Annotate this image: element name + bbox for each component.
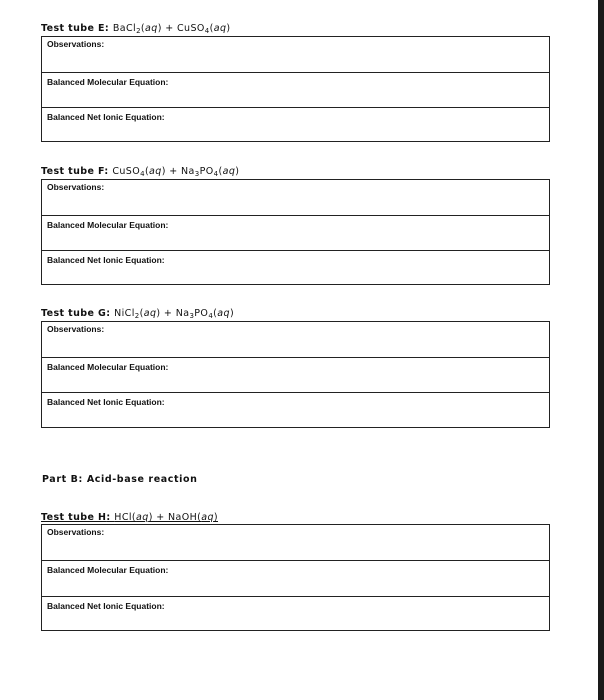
net-ionic-equation-field[interactable]: Balanced Net Ionic Equation: — [42, 250, 549, 284]
test-tube-h-label: Test tube H — [41, 512, 107, 523]
test-tube-h-title: Test tube H: HCl(aq) + NaOH(aq) — [41, 512, 219, 523]
test-tube-h-table — [41, 524, 550, 631]
test-tube-f-formula: CuSO$_4$(aq) + $Na_3PO_4(aq)$ — [112, 166, 240, 178]
observations-field[interactable]: Observations: — [47, 324, 105, 334]
net-ionic-equation-field[interactable]: Balanced Net Ionic Equation: — [42, 107, 549, 141]
molecular-equation-field[interactable]: Balanced Molecular Equation: — [42, 560, 549, 596]
observations-field[interactable]: Observations: — [47, 527, 105, 537]
molecular-equation-field[interactable]: Balanced Molecular Equation: — [42, 72, 549, 107]
net-ionic-equation-field[interactable]: Balanced Net Ionic Equation: — [42, 596, 549, 630]
test-tube-e-formula: BaCl$_2$(aq) + CuSO$_4$(aq) — [112, 23, 231, 35]
part-b-heading — [42, 474, 198, 485]
test-tube-e-table — [41, 36, 550, 142]
page-edge-shadow — [598, 0, 604, 700]
net-ionic-equation-field[interactable]: Balanced Net Ionic Equation: — [42, 392, 549, 427]
test-tube-f-label: Test tube F — [41, 166, 105, 177]
test-tube-e-label: Test tube E — [41, 23, 105, 34]
observations-field[interactable]: Observations: — [47, 182, 105, 192]
molecular-equation-field[interactable]: Balanced Molecular Equation: — [42, 357, 549, 392]
test-tube-e-title: Test tube E: BaCl$_2$(aq) + CuSO$_4$(aq) — [41, 23, 231, 35]
test-tube-f-title: Test tube F: CuSO$_4$(aq) + $Na_3PO_4(aq)$ — [41, 166, 240, 178]
test-tube-g-label: Test tube G — [41, 308, 107, 319]
test-tube-g-formula: NiCl$_2$(aq) + $Na_3PO_4(aq)$ — [114, 308, 235, 320]
test-tube-f-table — [41, 179, 550, 285]
test-tube-e-section — [41, 23, 550, 142]
test-tube-g-table — [41, 321, 550, 428]
test-tube-g-title: Test tube G: NiCl$_2$(aq) + $Na_3PO_4(aq)$ — [41, 308, 235, 320]
test-tube-f-section — [41, 166, 550, 285]
test-tube-g-section — [41, 308, 550, 428]
observations-field[interactable]: Observations: — [47, 39, 105, 49]
part-b-title: Acid-base reaction — [86, 474, 198, 485]
molecular-equation-field[interactable]: Balanced Molecular Equation: — [42, 215, 549, 250]
test-tube-h-section — [41, 512, 550, 631]
part-b-label: Part B: — [42, 474, 83, 485]
test-tube-h-formula: HCl(aq) + NaOH(aq) — [114, 512, 219, 523]
